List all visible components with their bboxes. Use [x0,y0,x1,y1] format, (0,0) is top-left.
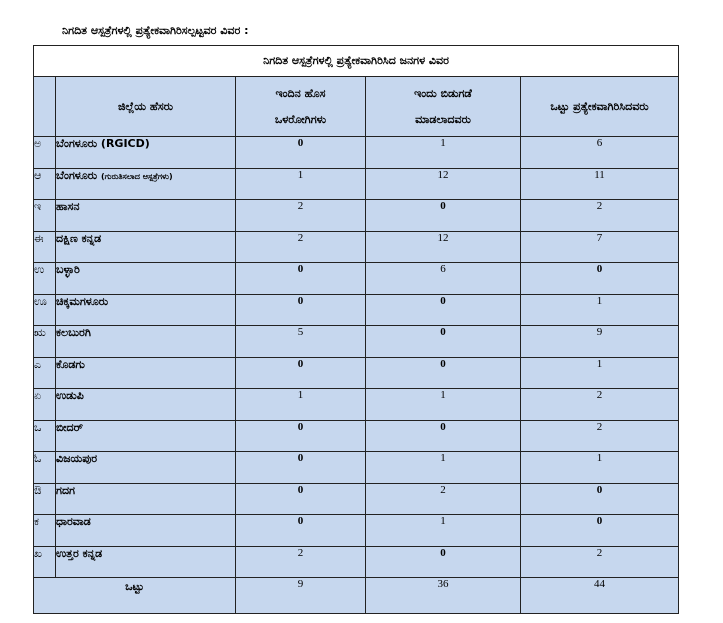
row-index: ಓ [34,452,56,484]
page-heading: ನಿಗದಿತ ಆಸ್ಪತ್ರೆಗಳಲ್ಲಿ ಪ್ರತ್ಯೇಕವಾಗಿರಿಸಲ್ಪಟ್ಟವರ ವಿವರ : [62,24,249,37]
district-name [56,357,236,389]
total-isolated-value: 2 [521,546,679,578]
total-isolated-value: 1 [521,357,679,389]
table-row [34,357,679,389]
district-name [56,546,236,578]
new-inpatients-value: 0 [236,515,366,547]
district-name-text: ವಿಜಯಪುರ [56,452,98,465]
district-name-text: ಗದಗ [56,483,76,497]
table-row [34,420,679,452]
table-row [34,231,679,263]
new-inpatients-value: 0 [236,357,366,389]
table-row [34,200,679,232]
discharged-value: 1 [366,137,521,169]
table-row [34,483,679,515]
total-isolated-value: 0 [521,515,679,547]
discharged-value: 0 [366,294,521,326]
discharged-value: 2 [366,483,521,515]
discharged-value: 0 [366,420,521,452]
row-index: ಊ [34,294,56,326]
district-header: ಜಿಲ್ಲೆಯ ಹೆಸರು [56,77,236,137]
district-name [56,389,236,421]
district-name-text: ಬೆಂಗಳೂರು (RGICD) [56,137,150,150]
row-index: ಋ [34,326,56,358]
total-isolated-value: 1 [521,452,679,484]
district-name-text: ಧಾರವಾಡ [56,515,91,528]
row-index: ಕ [34,515,56,547]
district-name [56,420,236,452]
table-row [34,515,679,547]
new-inpatients-value: 1 [236,168,366,200]
totals-discharged-value: 36 [366,578,521,614]
district-name [56,326,236,358]
total-isolated-value: 7 [521,231,679,263]
district-name [56,200,236,232]
table-row [34,452,679,484]
total-isolated-value: 9 [521,326,679,358]
new-inpatients-value: 0 [236,420,366,452]
district-name [56,168,236,200]
row-index: ಔ [34,483,56,515]
total-isolated-value: 1 [521,294,679,326]
district-name-text: ಕಲಬುರಗಿ [56,326,91,339]
district-name-text: ಕೊಡಗು [56,357,85,371]
new-inpatients-header-line1: ಇಂದಿನ ಹೊಸ [275,86,326,100]
totals-row [34,578,679,614]
discharged-header-line1: ಇಂದು ಬಿಡುಗಡೆ [414,86,472,100]
discharged-header [366,77,521,137]
discharged-value: 1 [366,389,521,421]
district-name-text: ಬಳ್ಳಾರಿ [56,263,80,276]
discharged-value: 0 [366,357,521,389]
discharged-value: 12 [366,168,521,200]
row-index: ಅ [34,137,56,169]
new-inpatients-value: 2 [236,231,366,263]
total-isolated-value: 2 [521,420,679,452]
total-isolated-value: 0 [521,263,679,295]
discharged-value: 0 [366,326,521,358]
new-inpatients-value: 0 [236,294,366,326]
district-note: (ಗುರುತಿಸಲಾದ ಆಸ್ಪತ್ರೆಗಳು) [100,171,173,181]
district-name-text: ಉತ್ತರ ಕನ್ನಡ [56,546,103,560]
table-row [34,326,679,358]
table-row [34,389,679,421]
district-name-text: ಬೀದರ್ [56,420,84,434]
totals-total-value: 44 [521,578,679,614]
district-name [56,483,236,515]
district-name-text: ಉಡುಪಿ [56,389,84,402]
row-index: ಈ [34,231,56,263]
row-index: ಏ [34,389,56,421]
index-header [34,77,56,137]
new-inpatients-value: 5 [236,326,366,358]
isolation-table [33,45,679,614]
new-inpatients-value: 1 [236,389,366,421]
table-row [34,168,679,200]
district-name [56,515,236,547]
table-row [34,263,679,295]
table-row [34,294,679,326]
row-index: ಉ [34,263,56,295]
discharged-value: 6 [366,263,521,295]
new-inpatients-header [236,77,366,137]
district-name-text: ದಕ್ಷಿಣ ಕನ್ನಡ [56,231,102,245]
total-isolated-value: 0 [521,483,679,515]
table-row [34,546,679,578]
discharged-value: 0 [366,200,521,232]
new-inpatients-value: 0 [236,137,366,169]
total-isolated-header: ಒಟ್ಟು ಪ್ರತ್ಯೇಕವಾಗಿರಿಸಿದವರು [521,77,679,137]
totals-label: ಒಟ್ಟು [34,578,236,614]
district-name [56,137,236,169]
totals-new-value: 9 [236,578,366,614]
new-inpatients-value: 0 [236,483,366,515]
table-row [34,137,679,169]
new-inpatients-value: 0 [236,452,366,484]
total-isolated-value: 2 [521,389,679,421]
district-name-text: ಬೆಂಗಳೂರು [56,168,98,182]
row-index: ಇ [34,200,56,232]
district-name [56,231,236,263]
discharged-value: 1 [366,515,521,547]
table-title: ನಿಗದಿತ ಆಸ್ಪತ್ರೆಗಳಲ್ಲಿ ಪ್ರತ್ಯೇಕವಾಗಿರಿಸಿದ ಜನಗಳ ವಿವರ [34,46,679,77]
discharged-value: 12 [366,231,521,263]
new-inpatients-header-line2: ಒಳರೋಗಿಗಳು [274,112,327,126]
row-index: ಆ [34,168,56,200]
row-index: ಎ [34,357,56,389]
row-index: ಒ [34,420,56,452]
district-name [56,452,236,484]
discharged-header-line2: ಮಾಡಲಾದವರು [415,112,471,126]
discharged-value: 1 [366,452,521,484]
district-name-text: ಚಿಕ್ಕಮಗಳೂರು [56,294,109,308]
district-name [56,294,236,326]
total-isolated-value: 6 [521,137,679,169]
district-name-text: ಹಾಸನ [56,200,80,213]
new-inpatients-value: 0 [236,263,366,295]
district-name [56,263,236,295]
new-inpatients-value: 2 [236,200,366,232]
row-index: ಖ [34,546,56,578]
total-isolated-value: 11 [521,168,679,200]
total-isolated-value: 2 [521,200,679,232]
discharged-value: 0 [366,546,521,578]
new-inpatients-value: 2 [236,546,366,578]
